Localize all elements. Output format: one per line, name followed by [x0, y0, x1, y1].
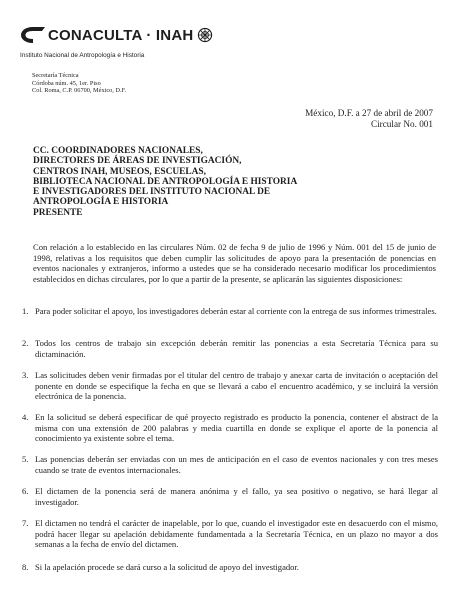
intro-paragraph: Con relación a lo establecido en las circulares Núm. 02 de fecha 9 de julio de 1996 y Núm. 001 del 15 de junio de 1998, relativas a los requisitos que deben cumplir las solicitudes de apoyo para la presentación de ponencias en eventos nacionales y extranjeros, informo a ustedes que se ha considerado necesario modificar los procedimientos establecidos en dichas circulares, por lo que a partir de la presente, se aplicarán las siguientes disposiciones:	[33, 242, 436, 284]
list-item	[22, 562, 438, 573]
date-line: México, D.F. a 27 de abril de 2007	[305, 108, 433, 118]
list-item	[22, 306, 438, 317]
list-item	[22, 370, 438, 402]
recipient-line: CENTROS INAH, MUSEOS, ESCUELAS,	[33, 166, 206, 177]
item-text: Las ponencias deberán ser enviadas con un mes de anticipación en el caso de eventos nacionales y con tres meses cuando se trate de eventos internacionales.	[35, 454, 438, 475]
item-number: 8.	[22, 562, 29, 572]
conaculta-mark-icon	[20, 26, 46, 44]
item-number: 2.	[22, 338, 29, 348]
recipient-line: DIRECTORES DE ÁREAS DE INVESTIGACIÓN,	[33, 156, 242, 167]
institution-name: Instituto Nacional de Antropología e Historia	[20, 52, 145, 59]
conaculta-inah-logo	[20, 25, 213, 45]
item-text: En la solicitud se deberá especificar de qué proyecto registrado es producto la ponencia, contener el abstract de la misma con una extensión de 200 palabras y media cuartilla en donde se explique el aporte de la ponencia al conocimiento ya existente sobre el tema.	[35, 412, 438, 444]
address-line: Col. Roma, C.P. 06700, México, D.F.	[32, 87, 127, 95]
item-number: 6.	[22, 486, 29, 496]
address-line: Secretaría Técnica	[32, 72, 79, 79]
list-item	[22, 338, 438, 359]
logo-text: CONACULTA · INAH	[48, 26, 194, 44]
address-line: Córdoba núm. 45, 1er. Piso	[32, 79, 101, 87]
list-item	[22, 518, 438, 550]
recipient-line: PRESENTE	[33, 207, 83, 218]
list-item	[22, 412, 438, 444]
list-item	[22, 486, 438, 507]
item-number: 5.	[22, 454, 29, 464]
item-text: El dictamen no tendrá el carácter de inapelable, por lo que, cuando el investigador este en desacuerdo con el mismo, podrá hacer llegar su apelación debidamente fundamentada a la Secretaría Técnica, en un plazo no mayor a dos semanas a la fecha de envío del dictamen.	[35, 518, 438, 550]
item-text: Si la apelación procede se dará curso a la solicitud de apoyo del investigador.	[35, 562, 299, 572]
recipient-line: CC. COORDINADORES NACIONALES,	[33, 146, 203, 156]
item-number: 1.	[22, 306, 29, 316]
circular-number: Circular No. 001	[370, 118, 433, 129]
date-block	[305, 108, 433, 129]
list-item	[22, 454, 438, 475]
recipient-line: E INVESTIGADORES DEL INSTITUTO NACIONAL DE	[33, 187, 271, 198]
item-number: 3.	[22, 370, 29, 380]
recipient-line: BIBLIOTECA NACIONAL DE ANTROPOLOGÍA E HISTORIA	[33, 176, 298, 187]
item-text: Para poder solicitar el apoyo, los investigadores deberán estar al corriente con la entrega de sus informes trimestrales.	[35, 306, 437, 316]
item-number: 7.	[22, 518, 29, 528]
sender-address	[32, 72, 126, 95]
recipient-line: ANTROPOLOGÍA E HISTORIA	[33, 197, 169, 208]
item-text: Todos los centros de trabajo sin excepción deberán remitir las ponencias a esta Secretaría Técnica para su dictaminación.	[35, 338, 438, 359]
recipients-block	[33, 146, 297, 218]
inah-emblem-icon	[197, 27, 213, 43]
item-text: El dictamen de la ponencia será de manera anónima y el fallo, ya sea positivo o negativo, se hará llegar al investigador.	[35, 486, 438, 507]
item-text: Las solicitudes deben venir firmadas por el titular del centro de trabajo y anexar carta de invitación o aceptación del ponente en donde se especifique la fecha en que se llevará a cabo el encuentro académico, y se incluirá la versión electrónica de la ponencia.	[35, 370, 438, 402]
item-number: 4.	[22, 412, 29, 422]
